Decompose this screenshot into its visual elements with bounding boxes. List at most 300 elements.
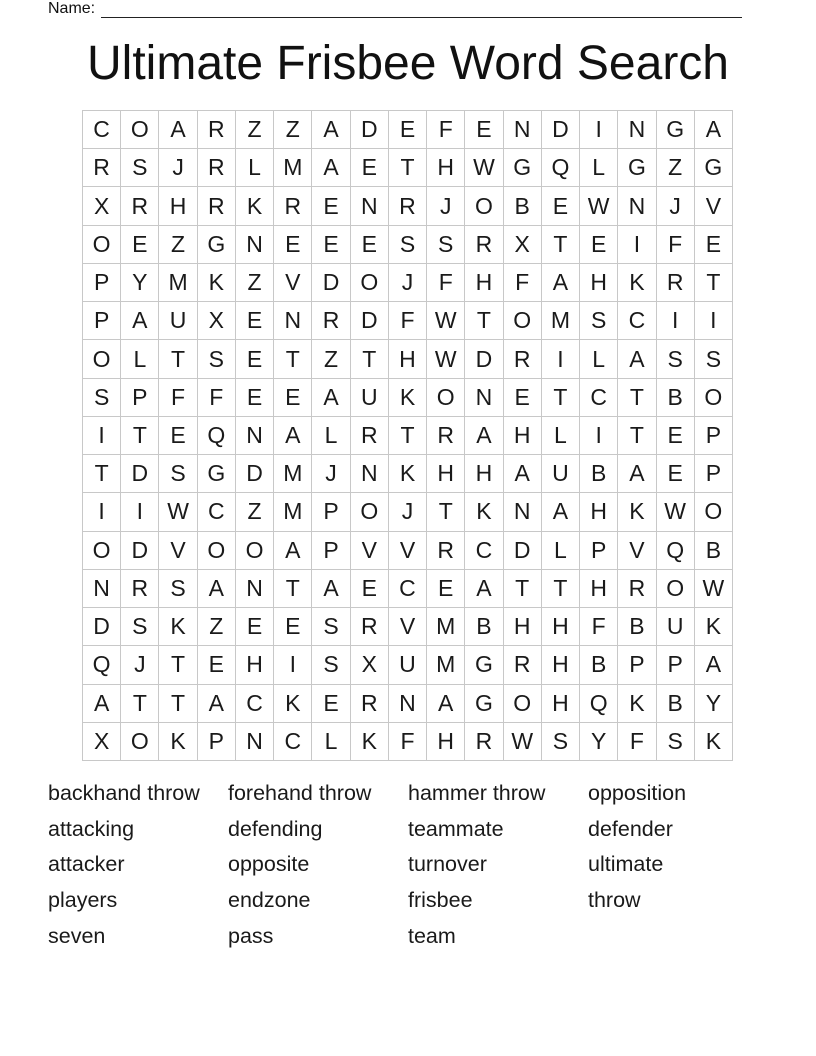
- word-bank-item: players: [48, 888, 118, 913]
- grid-cell: G: [465, 685, 503, 723]
- grid-cell: W: [427, 340, 465, 378]
- grid-cell: F: [389, 723, 427, 761]
- word-bank-item: backhand throw: [48, 781, 200, 805]
- grid-cell: N: [351, 187, 389, 225]
- grid-cell: J: [159, 149, 197, 187]
- grid-cell: E: [389, 111, 427, 149]
- grid-cell: H: [580, 264, 618, 302]
- grid-cell: D: [465, 340, 503, 378]
- grid-cell: K: [695, 723, 733, 761]
- grid-cell: O: [351, 493, 389, 531]
- grid-cell: N: [618, 187, 656, 225]
- word-bank-item: turnover: [408, 852, 487, 877]
- grid-cell: O: [83, 226, 121, 264]
- grid-cell: Q: [83, 646, 121, 684]
- grid-cell: R: [465, 723, 503, 761]
- grid-cell: R: [427, 532, 465, 570]
- grid-cell: T: [504, 570, 542, 608]
- grid-cell: D: [351, 302, 389, 340]
- grid-cell: Y: [695, 685, 733, 723]
- grid-cell: R: [389, 187, 427, 225]
- grid-cell: R: [274, 187, 312, 225]
- grid-cell: C: [389, 570, 427, 608]
- grid-cell: L: [121, 340, 159, 378]
- grid-cell: X: [351, 646, 389, 684]
- grid-cell: A: [83, 685, 121, 723]
- grid-cell: Z: [159, 226, 197, 264]
- grid-cell: H: [542, 685, 580, 723]
- grid-cell: F: [389, 302, 427, 340]
- grid-cell: U: [389, 646, 427, 684]
- grid-cell: O: [83, 340, 121, 378]
- grid-cell: E: [465, 111, 503, 149]
- grid-cell: A: [274, 532, 312, 570]
- grid-cell: D: [236, 455, 274, 493]
- grid-cell: K: [159, 608, 197, 646]
- grid-cell: W: [427, 302, 465, 340]
- grid-cell: A: [121, 302, 159, 340]
- grid-cell: L: [312, 417, 350, 455]
- grid-cell: R: [657, 264, 695, 302]
- grid-cell: R: [121, 187, 159, 225]
- grid-cell: S: [198, 340, 236, 378]
- grid-cell: Q: [657, 532, 695, 570]
- grid-cell: T: [121, 685, 159, 723]
- grid-cell: S: [542, 723, 580, 761]
- grid-cell: S: [159, 455, 197, 493]
- grid-cell: U: [542, 455, 580, 493]
- grid-cell: E: [351, 149, 389, 187]
- grid-cell: H: [504, 417, 542, 455]
- grid-cell: O: [198, 532, 236, 570]
- grid-cell: S: [83, 379, 121, 417]
- grid-cell: R: [198, 187, 236, 225]
- grid-cell: N: [504, 111, 542, 149]
- grid-cell: Z: [236, 493, 274, 531]
- grid-cell: P: [83, 302, 121, 340]
- grid-cell: K: [465, 493, 503, 531]
- grid-cell: I: [274, 646, 312, 684]
- grid-cell: M: [274, 455, 312, 493]
- grid-cell: K: [618, 493, 656, 531]
- grid-cell: R: [351, 685, 389, 723]
- grid-cell: I: [121, 493, 159, 531]
- grid-cell: R: [504, 340, 542, 378]
- grid-cell: C: [83, 111, 121, 149]
- grid-cell: T: [121, 417, 159, 455]
- grid-cell: H: [580, 570, 618, 608]
- grid-cell: H: [504, 608, 542, 646]
- word-bank-item: frisbee: [408, 888, 473, 913]
- grid-cell: J: [389, 264, 427, 302]
- grid-cell: E: [657, 417, 695, 455]
- grid-cell: S: [657, 723, 695, 761]
- grid-cell: V: [351, 532, 389, 570]
- grid-cell: E: [427, 570, 465, 608]
- grid-cell: L: [580, 340, 618, 378]
- grid-cell: U: [351, 379, 389, 417]
- grid-cell: J: [389, 493, 427, 531]
- grid-cell: B: [657, 379, 695, 417]
- grid-cell: E: [657, 455, 695, 493]
- grid-cell: I: [83, 417, 121, 455]
- grid-cell: E: [542, 187, 580, 225]
- grid-cell: P: [312, 532, 350, 570]
- grid-cell: Z: [198, 608, 236, 646]
- grid-cell: V: [618, 532, 656, 570]
- page-title: Ultimate Frisbee Word Search: [87, 37, 729, 90]
- grid-cell: H: [389, 340, 427, 378]
- grid-cell: F: [657, 226, 695, 264]
- grid-cell: H: [236, 646, 274, 684]
- grid-cell: Z: [312, 340, 350, 378]
- grid-cell: D: [504, 532, 542, 570]
- grid-cell: O: [695, 493, 733, 531]
- grid-cell: D: [121, 532, 159, 570]
- grid-cell: P: [580, 532, 618, 570]
- grid-cell: T: [427, 493, 465, 531]
- grid-cell: X: [504, 226, 542, 264]
- grid-cell: H: [427, 149, 465, 187]
- grid-cell: W: [695, 570, 733, 608]
- grid-cell: T: [389, 417, 427, 455]
- grid-cell: S: [312, 646, 350, 684]
- grid-cell: K: [198, 264, 236, 302]
- grid-cell: Y: [121, 264, 159, 302]
- grid-cell: N: [618, 111, 656, 149]
- grid-cell: P: [121, 379, 159, 417]
- word-bank-item: attacking: [48, 816, 135, 841]
- grid-cell: S: [121, 608, 159, 646]
- grid-cell: A: [465, 417, 503, 455]
- grid-cell: L: [542, 532, 580, 570]
- grid-cell: A: [198, 685, 236, 723]
- grid-cell: A: [542, 264, 580, 302]
- grid-cell: M: [159, 264, 197, 302]
- grid-cell: L: [236, 149, 274, 187]
- grid-cell: T: [159, 685, 197, 723]
- grid-cell: L: [312, 723, 350, 761]
- grid-cell: I: [695, 302, 733, 340]
- grid-cell: V: [389, 608, 427, 646]
- grid-cell: T: [465, 302, 503, 340]
- grid-cell: F: [427, 111, 465, 149]
- grid-cell: R: [465, 226, 503, 264]
- grid-cell: I: [657, 302, 695, 340]
- grid-cell: N: [236, 570, 274, 608]
- grid-cell: V: [389, 532, 427, 570]
- grid-cell: R: [504, 646, 542, 684]
- grid-cell: H: [465, 264, 503, 302]
- grid-cell: J: [312, 455, 350, 493]
- grid-cell: E: [351, 570, 389, 608]
- grid-cell: I: [83, 493, 121, 531]
- word-bank-item: hammer throw: [408, 781, 546, 805]
- grid-cell: A: [542, 493, 580, 531]
- word-bank: [48, 776, 768, 954]
- grid-cell: X: [83, 187, 121, 225]
- grid-cell: P: [657, 646, 695, 684]
- grid-cell: O: [236, 532, 274, 570]
- grid-cell: K: [618, 685, 656, 723]
- grid-cell: S: [159, 570, 197, 608]
- grid-cell: S: [657, 340, 695, 378]
- grid-cell: F: [427, 264, 465, 302]
- grid-cell: M: [274, 493, 312, 531]
- grid-cell: R: [121, 570, 159, 608]
- grid-cell: B: [618, 608, 656, 646]
- grid-cell: J: [657, 187, 695, 225]
- grid-cell: T: [274, 570, 312, 608]
- grid-cell: S: [312, 608, 350, 646]
- grid-cell: F: [198, 379, 236, 417]
- grid-cell: D: [312, 264, 350, 302]
- grid-cell: A: [312, 111, 350, 149]
- grid-cell: O: [121, 723, 159, 761]
- grid-cell: G: [618, 149, 656, 187]
- grid-cell: E: [236, 608, 274, 646]
- grid-cell: E: [236, 302, 274, 340]
- grid-cell: T: [159, 340, 197, 378]
- grid-cell: C: [274, 723, 312, 761]
- grid-cell: K: [274, 685, 312, 723]
- grid-cell: R: [198, 111, 236, 149]
- grid-cell: F: [618, 723, 656, 761]
- grid-cell: A: [504, 455, 542, 493]
- grid-cell: Z: [274, 111, 312, 149]
- grid-cell: M: [427, 608, 465, 646]
- grid-cell: V: [159, 532, 197, 570]
- grid-cell: T: [389, 149, 427, 187]
- word-bank-item: opposition: [588, 781, 687, 805]
- grid-cell: N: [236, 226, 274, 264]
- grid-cell: A: [159, 111, 197, 149]
- word-bank-item: attacker: [48, 852, 125, 877]
- grid-cell: G: [198, 455, 236, 493]
- grid-cell: I: [580, 417, 618, 455]
- grid-cell: S: [427, 226, 465, 264]
- grid-cell: A: [695, 646, 733, 684]
- grid-cell: E: [274, 226, 312, 264]
- grid-cell: K: [159, 723, 197, 761]
- grid-cell: A: [312, 570, 350, 608]
- grid-cell: H: [580, 493, 618, 531]
- grid-cell: G: [198, 226, 236, 264]
- grid-cell: T: [159, 646, 197, 684]
- word-bank-item: opposite: [228, 852, 310, 877]
- grid-cell: E: [580, 226, 618, 264]
- grid-cell: W: [465, 149, 503, 187]
- grid-cell: Q: [542, 149, 580, 187]
- grid-cell: P: [618, 646, 656, 684]
- grid-cell: E: [312, 685, 350, 723]
- grid-cell: F: [504, 264, 542, 302]
- grid-cell: W: [580, 187, 618, 225]
- grid-cell: A: [618, 340, 656, 378]
- grid-cell: B: [504, 187, 542, 225]
- grid-cell: K: [236, 187, 274, 225]
- grid-cell: E: [312, 226, 350, 264]
- grid-cell: O: [504, 302, 542, 340]
- grid-cell: D: [351, 111, 389, 149]
- name-field-row: [48, 0, 742, 18]
- name-blank-line: [101, 3, 742, 18]
- grid-cell: Q: [580, 685, 618, 723]
- grid-cell: K: [618, 264, 656, 302]
- grid-cell: H: [427, 723, 465, 761]
- grid-cell: E: [198, 646, 236, 684]
- grid-cell: K: [389, 455, 427, 493]
- grid-cell: P: [198, 723, 236, 761]
- grid-cell: Q: [198, 417, 236, 455]
- grid-cell: C: [465, 532, 503, 570]
- grid-cell: W: [159, 493, 197, 531]
- grid-cell: C: [618, 302, 656, 340]
- grid-cell: K: [695, 608, 733, 646]
- grid-cell: P: [83, 264, 121, 302]
- grid-cell: E: [504, 379, 542, 417]
- grid-cell: D: [83, 608, 121, 646]
- grid-cell: J: [121, 646, 159, 684]
- grid-cell: M: [542, 302, 580, 340]
- grid-cell: S: [695, 340, 733, 378]
- grid-cell: N: [236, 723, 274, 761]
- grid-cell: E: [312, 187, 350, 225]
- grid-cell: O: [657, 570, 695, 608]
- grid-cell: B: [695, 532, 733, 570]
- grid-cell: I: [580, 111, 618, 149]
- grid-cell: S: [580, 302, 618, 340]
- grid-cell: G: [695, 149, 733, 187]
- grid-cell: A: [274, 417, 312, 455]
- grid-cell: R: [427, 417, 465, 455]
- grid-cell: E: [236, 379, 274, 417]
- grid-cell: R: [198, 149, 236, 187]
- grid-cell: T: [618, 379, 656, 417]
- grid-cell: O: [351, 264, 389, 302]
- grid-cell: N: [274, 302, 312, 340]
- grid-cell: K: [351, 723, 389, 761]
- grid-cell: O: [427, 379, 465, 417]
- grid-cell: S: [121, 149, 159, 187]
- grid-cell: C: [580, 379, 618, 417]
- grid-cell: P: [312, 493, 350, 531]
- grid-cell: O: [504, 685, 542, 723]
- grid-cell: X: [198, 302, 236, 340]
- grid-cell: C: [198, 493, 236, 531]
- grid-cell: O: [83, 532, 121, 570]
- grid-cell: B: [657, 685, 695, 723]
- grid-cell: J: [427, 187, 465, 225]
- grid-cell: O: [695, 379, 733, 417]
- grid-cell: D: [542, 111, 580, 149]
- grid-cell: A: [198, 570, 236, 608]
- grid-cell: T: [542, 570, 580, 608]
- grid-cell: Z: [236, 111, 274, 149]
- grid-cell: L: [580, 149, 618, 187]
- grid-cell: T: [274, 340, 312, 378]
- grid-cell: F: [159, 379, 197, 417]
- grid-cell: Z: [657, 149, 695, 187]
- word-bank-item: ultimate: [588, 852, 664, 877]
- word-bank-item: pass: [228, 923, 274, 948]
- grid-cell: Y: [580, 723, 618, 761]
- grid-cell: X: [83, 723, 121, 761]
- grid-cell: L: [542, 417, 580, 455]
- grid-cell: T: [542, 226, 580, 264]
- grid-cell: H: [542, 608, 580, 646]
- grid-cell: T: [351, 340, 389, 378]
- word-bank-item: team: [408, 923, 456, 948]
- grid-cell: E: [351, 226, 389, 264]
- grid-cell: B: [580, 455, 618, 493]
- grid-cell: Z: [236, 264, 274, 302]
- grid-cell: F: [580, 608, 618, 646]
- grid-cell: E: [121, 226, 159, 264]
- grid-cell: E: [236, 340, 274, 378]
- grid-cell: H: [542, 646, 580, 684]
- grid-cell: E: [274, 608, 312, 646]
- grid-cell: S: [389, 226, 427, 264]
- word-bank-item: defender: [588, 816, 673, 841]
- grid-cell: U: [159, 302, 197, 340]
- grid-cell: U: [657, 608, 695, 646]
- grid-cell: A: [618, 455, 656, 493]
- grid-cell: C: [236, 685, 274, 723]
- word-bank-item: forehand throw: [228, 781, 372, 805]
- grid-cell: R: [351, 417, 389, 455]
- grid-cell: N: [504, 493, 542, 531]
- grid-cell: N: [83, 570, 121, 608]
- grid-cell: I: [618, 226, 656, 264]
- grid-cell: A: [465, 570, 503, 608]
- grid-cell: P: [695, 455, 733, 493]
- name-label: Name:: [48, 0, 96, 17]
- grid-cell: T: [83, 455, 121, 493]
- grid-cell: R: [618, 570, 656, 608]
- grid-cell: E: [274, 379, 312, 417]
- word-bank-item: defending: [228, 816, 323, 841]
- grid-cell: W: [504, 723, 542, 761]
- grid-cell: M: [274, 149, 312, 187]
- word-bank-item: endzone: [228, 888, 311, 913]
- grid-cell: A: [427, 685, 465, 723]
- grid-cell: V: [274, 264, 312, 302]
- grid-cell: G: [657, 111, 695, 149]
- grid-cell: G: [465, 646, 503, 684]
- grid-cell: B: [580, 646, 618, 684]
- grid-cell: T: [618, 417, 656, 455]
- grid-cell: W: [657, 493, 695, 531]
- grid-cell: A: [312, 379, 350, 417]
- grid-cell: A: [312, 149, 350, 187]
- grid-cell: R: [83, 149, 121, 187]
- grid-cell: B: [465, 608, 503, 646]
- grid-cell: H: [465, 455, 503, 493]
- word-search-grid: [82, 110, 733, 761]
- grid-cell: H: [159, 187, 197, 225]
- grid-cell: E: [695, 226, 733, 264]
- grid-cell: N: [389, 685, 427, 723]
- word-bank-item: throw: [588, 888, 641, 913]
- grid-cell: H: [427, 455, 465, 493]
- grid-cell: D: [121, 455, 159, 493]
- grid-cell: R: [351, 608, 389, 646]
- grid-cell: I: [542, 340, 580, 378]
- grid-cell: K: [389, 379, 427, 417]
- grid-cell: N: [351, 455, 389, 493]
- grid-cell: T: [542, 379, 580, 417]
